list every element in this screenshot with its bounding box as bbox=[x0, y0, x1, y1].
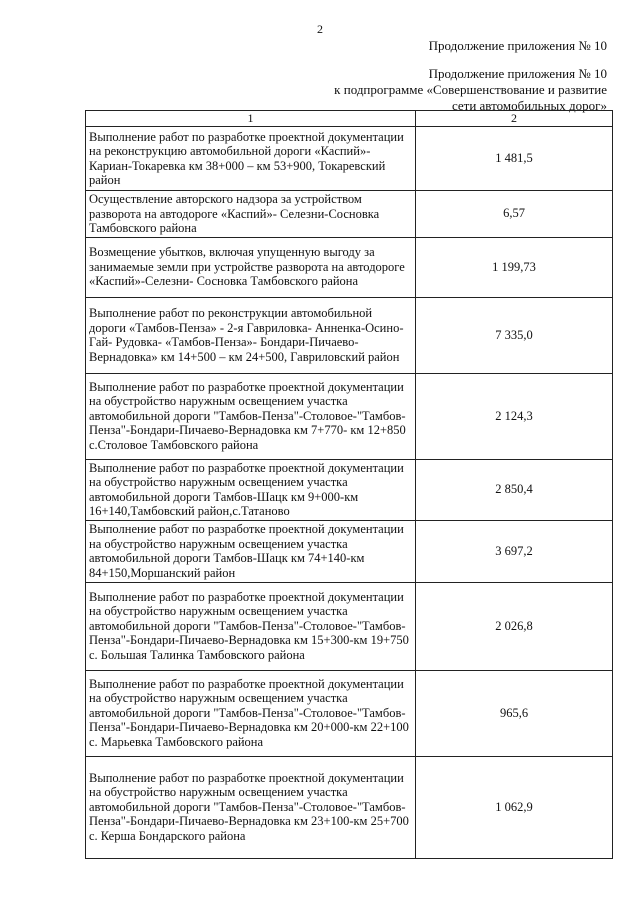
appendix-header bbox=[334, 66, 607, 114]
row-value: 3 697,2 bbox=[416, 520, 613, 582]
table-row bbox=[86, 297, 613, 373]
appendix-header-line-3: сети автомобильных дорог» bbox=[451, 98, 607, 113]
table-row bbox=[86, 127, 613, 191]
row-description: Возмещение убытков, включая упущенную выгоду за занимаемые земли при устройстве разворота на автодороге «Каспий»-Селезни- Сосновка Тамбовского района bbox=[86, 237, 416, 297]
table-row bbox=[86, 373, 613, 459]
row-description: Выполнение работ по разработке проектной документации на обустройство наружным освещением участка автомобильной дороги Тамбов-Шацк км 9+000-км 16+140,Тамбовский район,с.Татаново bbox=[86, 459, 416, 520]
row-description: Выполнение работ по реконструкции автомобильной дороги «Тамбов-Пенза» - 2-я Гавриловка- Анненка-Осино-Гай- Рудовка- «Тамбов-Пенза»- Бондари-Пичаево-Вернадовка» км 14+500 – км 24+500, Гавриловский район bbox=[86, 297, 416, 373]
row-value: 6,57 bbox=[416, 191, 613, 238]
table-row bbox=[86, 191, 613, 238]
appendix-header-line-2: к подпрограмме «Совершенствование и развитие bbox=[334, 82, 607, 97]
column-header-1: 1 bbox=[86, 111, 416, 127]
row-value: 1 481,5 bbox=[416, 127, 613, 191]
top-continuation-note: Продолжение приложения № 10 bbox=[428, 38, 607, 53]
row-value: 2 026,8 bbox=[416, 582, 613, 670]
table-row bbox=[86, 520, 613, 582]
row-value: 7 335,0 bbox=[416, 297, 613, 373]
table-row bbox=[86, 237, 613, 297]
row-description: Выполнение работ по разработке проектной документации на обустройство наружным освещением участка автомобильной дороги "Тамбов-Пенза"-Столовое-"Тамбов-Пенза"-Бондари-Пичаево-Вернадовка км 7+770- км 12+850 с.Столовое Тамбовского района bbox=[86, 373, 416, 459]
row-description: Выполнение работ по разработке проектной документации на обустройство наружным освещением участка автомобильной дороги "Тамбов-Пенза"-Столовое-"Тамбов-Пенза"-Бондари-Пичаево-Вернадовка км 23+100-км 25+700 с. Керша Бондарского района bbox=[86, 756, 416, 858]
table-row bbox=[86, 582, 613, 670]
row-description: Выполнение работ по разработке проектной документации на реконструкцию автомобильной дороги «Каспий»-Кариан-Токаревка км 38+000 – км 53+900, Токаревский район bbox=[86, 127, 416, 191]
row-value: 2 850,4 bbox=[416, 459, 613, 520]
row-value: 965,6 bbox=[416, 670, 613, 756]
table-row bbox=[86, 459, 613, 520]
appendix-table bbox=[85, 110, 613, 859]
page-number: 2 bbox=[317, 22, 323, 36]
row-value: 1 199,73 bbox=[416, 237, 613, 297]
row-description: Выполнение работ по разработке проектной документации на обустройство наружным освещением участка автомобильной дороги "Тамбов-Пенза"-Столовое-"Тамбов-Пенза"-Бондари-Пичаево-Вернадовка км 15+300-км 19+750 с. Большая Талинка Тамбовского района bbox=[86, 582, 416, 670]
row-value: 2 124,3 bbox=[416, 373, 613, 459]
column-header-2: 2 bbox=[416, 111, 613, 127]
table-row bbox=[86, 670, 613, 756]
table-header-row bbox=[86, 111, 613, 127]
row-value: 1 062,9 bbox=[416, 756, 613, 858]
table-row bbox=[86, 756, 613, 858]
row-description: Осуществление авторского надзора за устройством разворота на автодороге «Каспий»- Селезни-Сосновка Тамбовского района bbox=[86, 191, 416, 238]
row-description: Выполнение работ по разработке проектной документации на обустройство наружным освещением участка автомобильной дороги Тамбов-Шацк км 74+140-км 84+150,Моршанский район bbox=[86, 520, 416, 582]
appendix-header-line-1: Продолжение приложения № 10 bbox=[428, 66, 607, 81]
row-description: Выполнение работ по разработке проектной документации на обустройство наружным освещением участка автомобильной дороги "Тамбов-Пенза"-Столовое-"Тамбов-Пенза"-Бондари-Пичаево-Вернадовка км 20+000-км 22+100 с. Марьевка Тамбовского района bbox=[86, 670, 416, 756]
